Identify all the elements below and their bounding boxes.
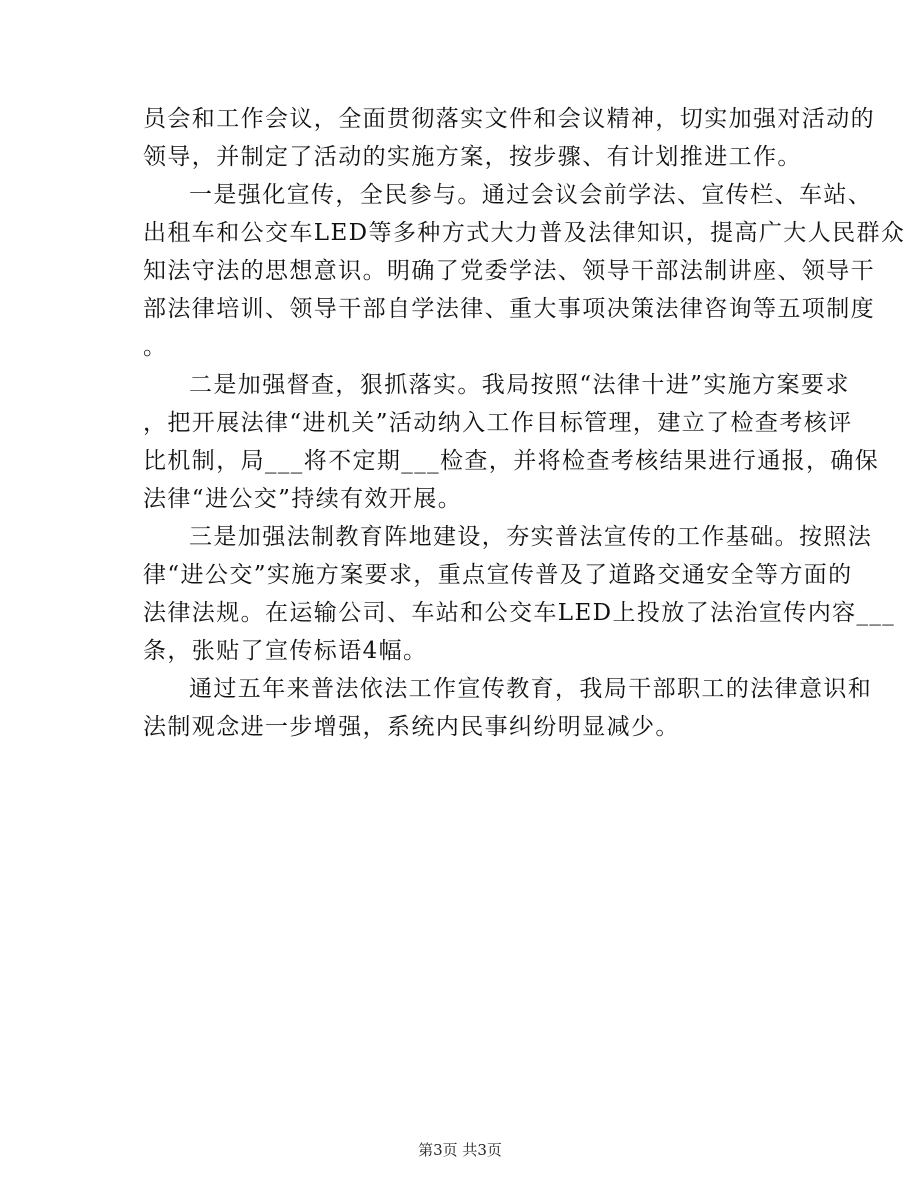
paragraph-1	[143, 100, 875, 176]
paragraph-line: 三是加强法制教育阵地建设，夯实普法宣传的工作基础。按照法	[189, 524, 873, 550]
paragraph-line: 比机制，局___将不定期___检查，并将检查考核结果进行通报，确保	[143, 448, 880, 474]
paragraph-line: 通过五年来普法依法工作宣传教育，我局干部职工的法律意识和	[189, 676, 873, 702]
paragraph-line: 员会和工作会议，全面贯彻落实文件和会议精神，切实加强对活动的	[143, 106, 875, 132]
paragraph-line: 律“进公交”实施方案要求，重点宣传普及了道路交通安全等方面的	[143, 562, 853, 588]
paragraph-2	[143, 176, 906, 366]
paragraph-line: 领导，并制定了活动的实施方案，按步骤、有计划推进工作。	[143, 144, 802, 170]
document-body	[143, 100, 906, 746]
paragraph-line: 。	[143, 334, 168, 360]
paragraph-line: 法律“进公交”持续有效开展。	[143, 486, 463, 512]
paragraph-line: 二是加强督查，狠抓落实。我局按照“法律十进”实施方案要求	[189, 372, 850, 398]
paragraph-4	[143, 518, 896, 670]
paragraph-line: 条，张贴了宣传标语4幅。	[143, 638, 428, 664]
paragraph-line: 法律法规。在运输公司、车站和公交车LED上投放了法治宣传内容___	[143, 600, 896, 626]
paragraph-line: 一是强化宣传，全民参与。通过会议会前学法、宣传栏、车站、	[189, 182, 873, 208]
paragraph-line: 部法律培训、领导干部自学法律、重大事项决策法律咨询等五项制度	[143, 296, 875, 322]
paragraph-3	[143, 366, 880, 518]
paragraph-line: 知法守法的思想意识。明确了党委学法、领导干部法制讲座、领导干	[143, 258, 875, 284]
paragraph-line: 出租车和公交车LED等多种方式大力普及法律知识，提高广大人民群众	[143, 220, 906, 246]
paragraph-5	[143, 670, 873, 746]
paragraph-line: 法制观念进一步增强，系统内民事纠纷明显减少。	[143, 714, 680, 740]
page-footer: 第3页 共3页	[418, 1141, 502, 1159]
paragraph-line: ，把开展法律“进机关”活动纳入工作目标管理，建立了检查考核评	[143, 410, 853, 436]
